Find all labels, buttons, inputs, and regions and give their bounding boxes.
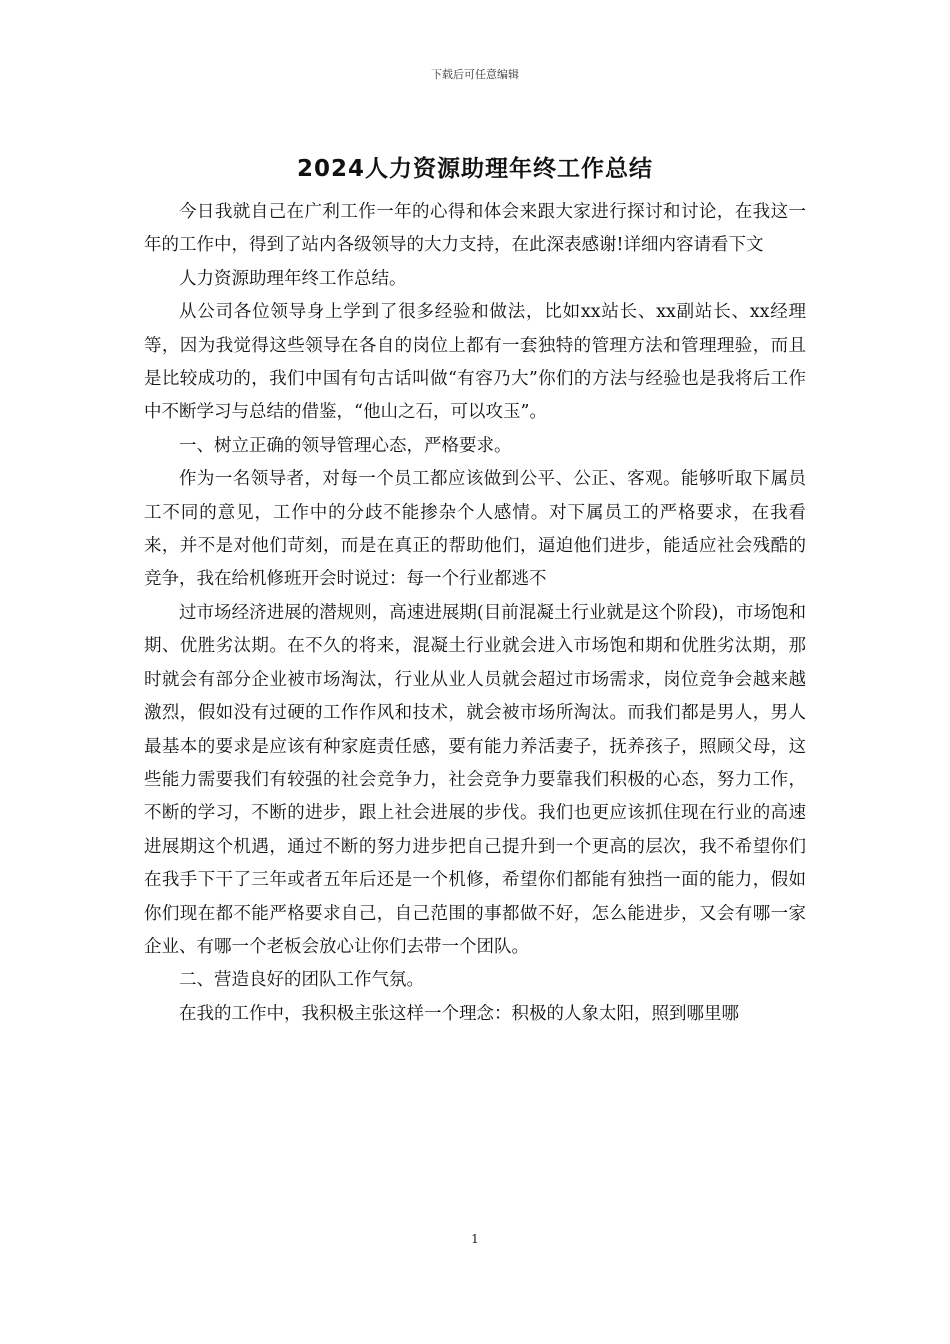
paragraph: 作为一名领导者，对每一个员工都应该做到公平、公正、客观。能够听取下属员工不同的意见，工作中的分歧不能掺杂个人感情。对下属员工的严格要求，在我看来，并不是对他们苛刻，而是在真正的帮助他们，逼迫他们进步，能适应社会残酷的竞争，我在给机修班开会时说过：每一个行业都逃不 (144, 469, 806, 590)
page-header-note: 下载后可任意编辑 (431, 68, 519, 81)
document-body (144, 196, 806, 1031)
document-title: 2024人力资源助理年终工作总结 (296, 156, 653, 182)
paragraph: 今日我就自己在广利工作一年的心得和体会来跟大家进行探讨和讨论，在我这一年的工作中，得到了站内各级领导的大力支持，在此深表感谢!详细内容请看下文 (144, 202, 806, 256)
paragraph: 人力资源助理年终工作总结。 (179, 268, 407, 289)
section-heading: 一、树立正确的领导管理心态，严格要求。 (179, 435, 512, 456)
paragraph: 从公司各位领导身上学到了很多经验和做法，比如xx站长、xx副站长、xx经理等，因为我觉得这些领导在各自的岗位上都有一套独特的管理方法和管理理验，而且是比较成功的，我们中国有句古话叫做“有容乃大”你们的方法与经验也是我将后工作中不断学习与总结的借鉴，“他山之石，可以攻玉”。 (144, 302, 806, 423)
paragraph: 在我的工作中，我积极主张这样一个理念：积极的人象太阳，照到哪里哪 (179, 1003, 739, 1024)
section-heading: 二、营造良好的团队工作气氛。 (179, 970, 424, 991)
paragraph: 过市场经济进展的潜规则，高速进展期(目前混凝土行业就是这个阶段)，市场饱和期、优胜劣汰期。在不久的将来，混凝土行业就会进入市场饱和期和优胜劣汰期，那时就会有部分企业被市场淘汰，行业从业人员就会超过市场需求，岗位竞争会越来越激烈，假如没有过硬的工作作风和技术，就会被市场所淘汰。而我们都是男人，男人最基本的要求是应该有种家庭责任感，要有能力养活妻子，抚养孩子，照顾父母，这些能力需要我们有较强的社会竞争力，社会竞争力要靠我们积极的心态，努力工作，不断的学习，不断的进步，跟上社会进展的步伐。我们也更应该抓住现在行业的高速进展期这个机遇，通过不断的努力进步把自己提升到一个更高的层次，我不希望你们在我手下干了三年或者五年后还是一个机修，希望你们都能有独挡一面的能力，假如你们现在都不能严格要求自己，自己范围的事都做不好，怎么能进步，又会有哪一家企业、有哪一个老板会放心让你们去带一个团队。 (144, 602, 806, 957)
page-number: 1 (471, 1232, 479, 1246)
